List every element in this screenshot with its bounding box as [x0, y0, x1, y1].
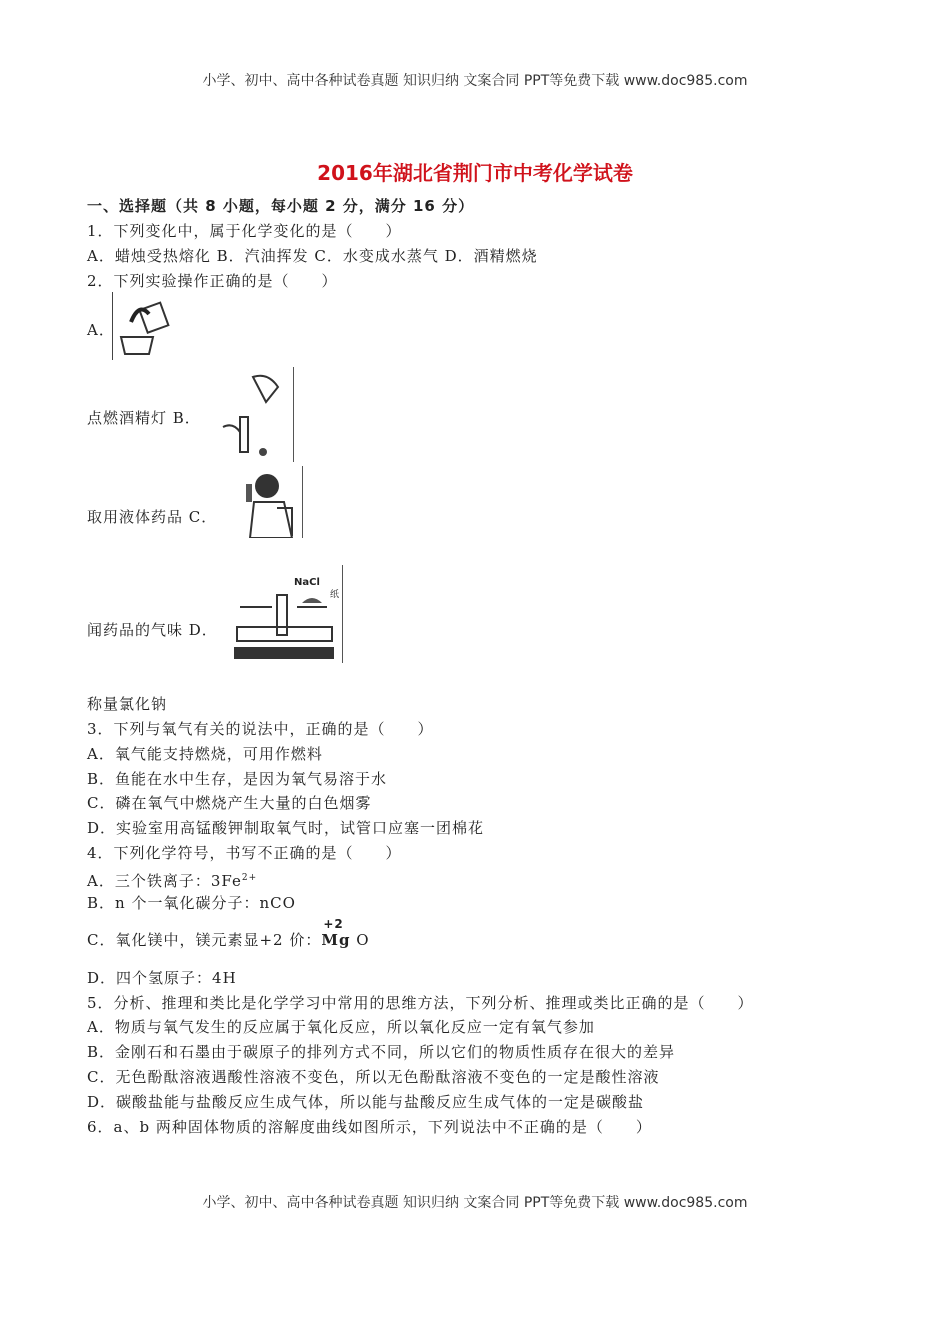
mg-symbol: Mg — [321, 931, 351, 949]
q5-stem: 5．分析、推理和类比是化学学习中常用的思维方法，下列分析、推理或类比正确的是（ ） — [87, 994, 754, 1012]
q3-stem: 3．下列与氧气有关的说法中，正确的是（ ） — [87, 720, 434, 738]
q3-option-a: A．氧气能支持燃烧，可用作燃料 — [87, 745, 323, 763]
q5-option-a: A．物质与氧气发生的反应属于氧化反应，所以氧化反应一定有氧气参加 — [87, 1018, 595, 1036]
q5-option-c: C．无色酚酞溶液遇酸性溶液不变色，所以无色酚酞溶液不变色的一定是酸性溶液 — [87, 1068, 660, 1086]
mg-valence-formula — [321, 917, 351, 950]
q3-option-b: B．鱼能在水中生存，是因为氧气易溶于水 — [87, 770, 388, 788]
o-symbol: O — [350, 931, 370, 949]
q2-d-caption: 称量氯化钠 — [87, 695, 168, 713]
alcohol-lamp-image — [112, 292, 181, 360]
page-header: 小学、初中、高中各种试卷真题 知识归纳 文案合同 PPT等免费下载 www.doc985.com — [202, 73, 748, 89]
q4-option-c — [87, 917, 370, 950]
q2-d-label: 闻药品的气味 D． — [87, 621, 218, 639]
balance-image — [232, 565, 343, 663]
smelling-image — [232, 466, 303, 538]
q3-option-c: C．磷在氧气中燃烧产生大量的白色烟雾 — [87, 794, 372, 812]
q4-stem: 4．下列化学符号，书写不正确的是（ ） — [87, 844, 402, 862]
valence-label: +2 — [323, 917, 344, 931]
q4-option-b: B．n 个一氧化碳分子：nCO — [87, 894, 296, 912]
q4-a-charge: 2+ — [241, 873, 258, 883]
paper-label: 纸 — [330, 590, 340, 600]
q4-a-text: A．三个铁离子：3Fe — [87, 872, 242, 890]
q6-stem: 6．a、b 两种固体物质的溶解度曲线如图所示，下列说法中不正确的是（ ） — [87, 1118, 652, 1136]
q5-option-b: B．金刚石和石墨由于碳原子的排列方式不同，所以它们的物质性质存在很大的差异 — [87, 1043, 676, 1061]
page-title: 2016年湖北省荆门市中考化学试卷 — [317, 161, 633, 185]
q4-option-a — [87, 868, 257, 891]
section-heading: 一、选择题（共 8 小题，每小题 2 分，满分 16 分） — [87, 197, 475, 215]
q2-a-label: A． — [87, 321, 115, 339]
q2-c-label: 取用液体药品 C． — [87, 508, 218, 526]
q4-option-d: D．四个氢原子：4H — [87, 969, 237, 987]
q1-options: A．蜡烛受热熔化 B．汽油挥发 C．水变成水蒸气 D．酒精燃烧 — [87, 247, 538, 265]
q1-stem: 1．下列变化中，属于化学变化的是（ ） — [87, 222, 402, 240]
q2-stem: 2．下列实验操作正确的是（ ） — [87, 272, 338, 290]
q4-c-text: C．氧化镁中，镁元素显+2 价： — [87, 931, 322, 949]
page-footer: 小学、初中、高中各种试卷真题 知识归纳 文案合同 PPT等免费下载 www.doc985.com — [202, 1195, 748, 1211]
liquid-pouring-image — [218, 367, 294, 462]
nacl-label: NaCl — [294, 577, 320, 588]
q2-b-label: 点燃酒精灯 B． — [87, 409, 201, 427]
q5-option-d: D．碳酸盐能与盐酸反应生成气体，所以能与盐酸反应生成气体的一定是碳酸盐 — [87, 1093, 645, 1111]
q3-option-d: D．实验室用高锰酸钾制取氧气时，试管口应塞一团棉花 — [87, 819, 485, 837]
